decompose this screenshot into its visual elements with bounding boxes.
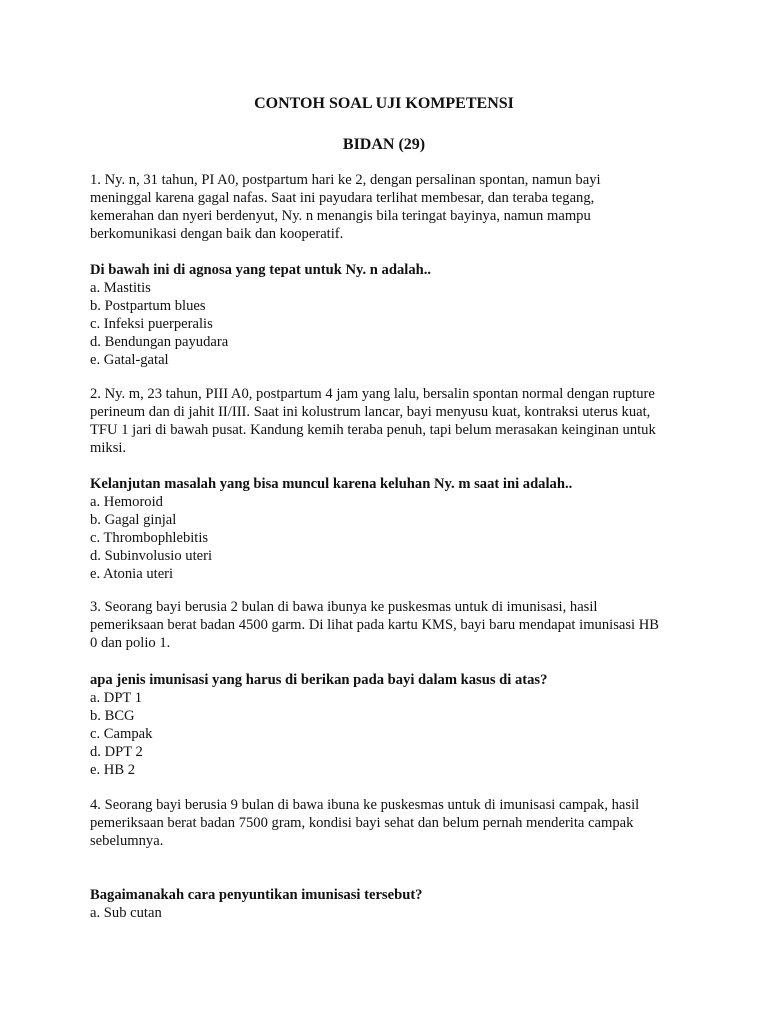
question-2-case — [90, 385, 690, 457]
option-item: b. Postpartum blues — [90, 298, 206, 314]
option-list — [90, 689, 690, 779]
case-line: miksi. — [90, 440, 127, 456]
case-line: 2. Ny. m, 23 tahun, PIII A0, postpartum 4 jam yang lalu, bersalin spontan normal dengan rupture — [90, 386, 655, 402]
option-item: d. DPT 2 — [90, 744, 143, 760]
option-item: c. Infeksi puerperalis — [90, 316, 213, 332]
question-1-choices — [90, 261, 690, 369]
question-3-choices — [90, 671, 690, 779]
option-item: c. Thrombophlebitis — [90, 530, 209, 546]
option-item: b. Gagal ginjal — [90, 512, 177, 528]
case-line: 0 dan polio 1. — [90, 635, 171, 651]
question-1-case — [90, 171, 690, 243]
question-prompt: apa jenis imunisasi yang harus di berikan pada bayi dalam kasus di atas? — [90, 672, 548, 688]
option-item: d. Subinvolusio uteri — [90, 548, 213, 564]
question-prompt: Kelanjutan masalah yang bisa muncul karena keluhan Ny. m saat ini adalah.. — [90, 476, 573, 492]
question-prompt: Di bawah ini di agnosa yang tepat untuk Ny. n adalah.. — [90, 262, 432, 278]
option-list — [90, 279, 690, 369]
case-line: kemerahan dan nyeri berdenyut, Ny. n menangis bila teringat bayinya, namun mampu — [90, 208, 591, 224]
option-list — [90, 493, 690, 583]
option-item: d. Bendungan payudara — [90, 334, 229, 350]
option-item: e. Atonia uteri — [90, 566, 174, 582]
option-item: a. Mastitis — [90, 280, 151, 296]
case-line: TFU 1 jari di bawah pusat. Kandung kemih teraba penuh, tapi belum merasakan keinginan untuk — [90, 422, 656, 438]
case-line: berkomunikasi dengan baik dan kooperatif. — [90, 226, 344, 242]
case-line: 3. Seorang bayi berusia 2 bulan di bawa ibunya ke puskesmas untuk di imunisasi, hasil — [90, 599, 598, 615]
option-item: e. HB 2 — [90, 762, 135, 778]
option-item: b. BCG — [90, 708, 135, 724]
option-item: e. Gatal-gatal — [90, 352, 169, 368]
document-subtitle: BIDAN (29) — [342, 136, 426, 153]
option-item: a. DPT 1 — [90, 690, 143, 706]
document-title: CONTOH SOAL UJI KOMPETENSI — [254, 95, 514, 112]
question-3-case — [90, 598, 690, 652]
case-line: meninggal karena gagal nafas. Saat ini payudara terlihat membesar, dan teraba tegang, — [90, 190, 595, 206]
case-line: 4. Seorang bayi berusia 9 bulan di bawa ibuna ke puskesmas untuk di imunisasi campak, hasil — [90, 797, 640, 813]
option-item: a. Sub cutan — [90, 905, 162, 921]
case-line: sebelumnya. — [90, 833, 164, 849]
option-item: a. Hemoroid — [90, 494, 163, 510]
question-4-choices — [90, 886, 690, 922]
option-item: c. Campak — [90, 726, 153, 742]
case-line: pemeriksaan berat badan 4500 garm. Di lihat pada kartu KMS, bayi baru mendapat imunisasi HB — [90, 617, 660, 633]
case-line: 1. Ny. n, 31 tahun, PI A0, postpartum hari ke 2, dengan persalinan spontan, namun bayi — [90, 172, 601, 188]
question-2-choices — [90, 475, 690, 583]
case-line: pemeriksaan berat badan 7500 gram, kondisi bayi sehat dan belum pernah menderita campak — [90, 815, 634, 831]
question-prompt: Bagaimanakah cara penyuntikan imunisasi tersebut? — [90, 887, 423, 903]
option-list — [90, 904, 690, 922]
question-4-case — [90, 796, 690, 850]
case-line: perineum dan di jahit II/III. Saat ini kolustrum lancar, bayi menyusu kuat, kontraksi uterus kuat, — [90, 404, 651, 420]
